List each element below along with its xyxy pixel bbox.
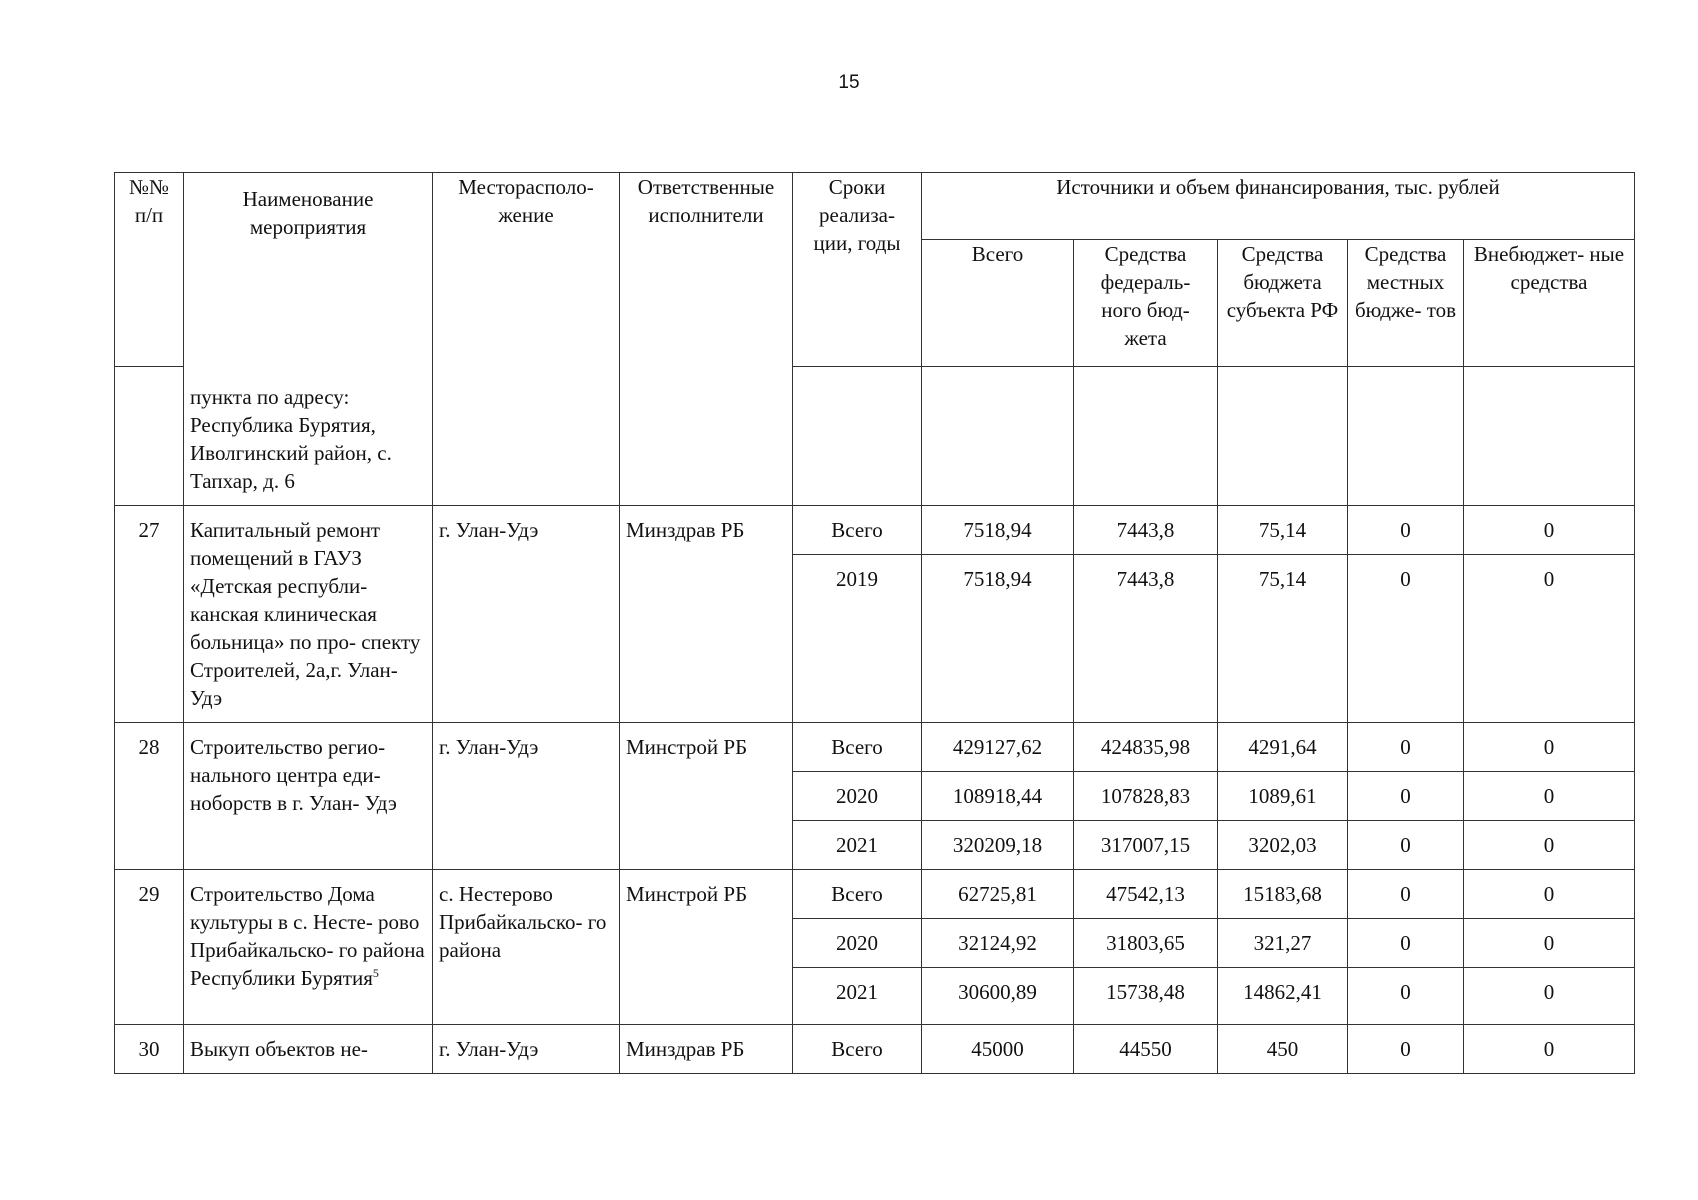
- row-name: Выкуп объектов не-: [184, 1025, 433, 1074]
- table-row: [115, 1025, 1635, 1074]
- row-regional: 75,14: [1218, 506, 1348, 555]
- row-local: 0: [1348, 723, 1464, 772]
- table-row: [115, 870, 1635, 919]
- row-num: 28: [115, 723, 184, 870]
- row-federal: 15738,48: [1074, 968, 1218, 1025]
- row-period: 2021: [793, 821, 922, 870]
- row-extra: 0: [1464, 1025, 1635, 1074]
- row-extra: 0: [1464, 506, 1635, 555]
- row-local: 0: [1348, 1025, 1464, 1074]
- row-regional: 15183,68: [1218, 870, 1348, 919]
- row-regional: 321,27: [1218, 919, 1348, 968]
- continuation-local: [1348, 367, 1464, 506]
- row-total: 7518,94: [922, 506, 1074, 555]
- row-federal: 47542,13: [1074, 870, 1218, 919]
- row-responsible: Минздрав РБ: [620, 506, 793, 723]
- row-local: 0: [1348, 506, 1464, 555]
- continuation-total: [922, 367, 1074, 506]
- continuation-name: пункта по адресу: Республика Бурятия, Иволгинский район, с. Тапхар, д. 6: [190, 385, 392, 493]
- continuation-federal: [1074, 367, 1218, 506]
- row-extra: 0: [1464, 772, 1635, 821]
- row-regional: 75,14: [1218, 555, 1348, 723]
- row-federal: 7443,8: [1074, 555, 1218, 723]
- row-name: Капитальный ремонт помещений в ГАУЗ «Детская республи- канская клиническая больница» по про- спекту Строителей, 2а,г. Улан-Удэ: [184, 506, 433, 723]
- row-local: 0: [1348, 772, 1464, 821]
- row-name-text: Строительство Дома культуры в с. Несте- рово Прибайкальско- го района Республики Бурятия: [190, 882, 425, 990]
- row-num: 29: [115, 870, 184, 1025]
- row-regional: 14862,41: [1218, 968, 1348, 1025]
- row-extra: 0: [1464, 821, 1635, 870]
- row-name: [184, 870, 433, 1025]
- row-total: 45000: [922, 1025, 1074, 1074]
- row-period: Всего: [793, 1025, 922, 1074]
- row-total: 108918,44: [922, 772, 1074, 821]
- row-period: 2020: [793, 919, 922, 968]
- row-num: 27: [115, 506, 184, 723]
- row-local: 0: [1348, 870, 1464, 919]
- header-federal: Средства федераль- ного бюд- жета: [1074, 240, 1218, 367]
- row-regional: 450: [1218, 1025, 1348, 1074]
- row-total: 30600,89: [922, 968, 1074, 1025]
- row-extra: 0: [1464, 968, 1635, 1025]
- continuation-extra: [1464, 367, 1635, 506]
- row-local: 0: [1348, 821, 1464, 870]
- row-local: 0: [1348, 555, 1464, 723]
- row-responsible: Минстрой РБ: [620, 723, 793, 870]
- row-federal: 107828,83: [1074, 772, 1218, 821]
- continuation-regional: [1218, 367, 1348, 506]
- row-period: 2019: [793, 555, 922, 723]
- row-total: 7518,94: [922, 555, 1074, 723]
- row-local: 0: [1348, 968, 1464, 1025]
- row-total: 429127,62: [922, 723, 1074, 772]
- header-extra: Внебюджет- ные средства: [1464, 240, 1635, 367]
- footnote-mark: 5: [372, 966, 379, 980]
- page-number: 15: [838, 72, 860, 93]
- row-total: 62725,81: [922, 870, 1074, 919]
- row-responsible: Минздрав РБ: [620, 1025, 793, 1074]
- row-period: 2021: [793, 968, 922, 1025]
- row-extra: 0: [1464, 723, 1635, 772]
- header-regional: Средства бюджета субъекта РФ: [1218, 240, 1348, 367]
- row-period: Всего: [793, 723, 922, 772]
- row-federal: 317007,15: [1074, 821, 1218, 870]
- row-responsible: Минстрой РБ: [620, 870, 793, 1025]
- header-local: Средства местных бюдже- тов: [1348, 240, 1464, 367]
- header-row-1: [115, 173, 1635, 240]
- row-total: 320209,18: [922, 821, 1074, 870]
- row-period: Всего: [793, 506, 922, 555]
- continuation-period: [793, 367, 922, 506]
- header-responsible: Ответственные исполнители: [620, 173, 793, 506]
- row-total: 32124,92: [922, 919, 1074, 968]
- row-name: Строительство регио- нального центра еди- ноборств в г. Улан- Удэ: [184, 723, 433, 870]
- row-num: 30: [115, 1025, 184, 1074]
- row-extra: 0: [1464, 555, 1635, 723]
- row-location: г. Улан-Удэ: [433, 1025, 620, 1074]
- row-federal: 7443,8: [1074, 506, 1218, 555]
- row-regional: 1089,61: [1218, 772, 1348, 821]
- row-period: 2020: [793, 772, 922, 821]
- row-location: г. Улан-Удэ: [433, 723, 620, 870]
- row-local: 0: [1348, 919, 1464, 968]
- header-num: №№ п/п: [115, 173, 184, 367]
- continuation-num: [115, 367, 184, 506]
- header-name: [184, 173, 433, 506]
- row-extra: 0: [1464, 870, 1635, 919]
- header-period: Сроки реализа- ции, годы: [793, 173, 922, 367]
- row-location: г. Улан-Удэ: [433, 506, 620, 723]
- financing-table: [114, 172, 1635, 1074]
- row-regional: 3202,03: [1218, 821, 1348, 870]
- header-name-label: Наименование мероприятия: [242, 187, 374, 239]
- row-extra: 0: [1464, 919, 1635, 968]
- header-sources: Источники и объем финансирования, тыс. рублей: [922, 173, 1635, 240]
- row-federal: 424835,98: [1074, 723, 1218, 772]
- row-location: с. Нестерово Прибайкальско- го района: [433, 870, 620, 1025]
- table-row: [115, 506, 1635, 555]
- row-regional: 4291,64: [1218, 723, 1348, 772]
- row-federal: 44550: [1074, 1025, 1218, 1074]
- header-location: Месторасполо- жение: [433, 173, 620, 506]
- header-total: Всего: [922, 240, 1074, 367]
- row-federal: 31803,65: [1074, 919, 1218, 968]
- table-row: [115, 723, 1635, 772]
- row-period: Всего: [793, 870, 922, 919]
